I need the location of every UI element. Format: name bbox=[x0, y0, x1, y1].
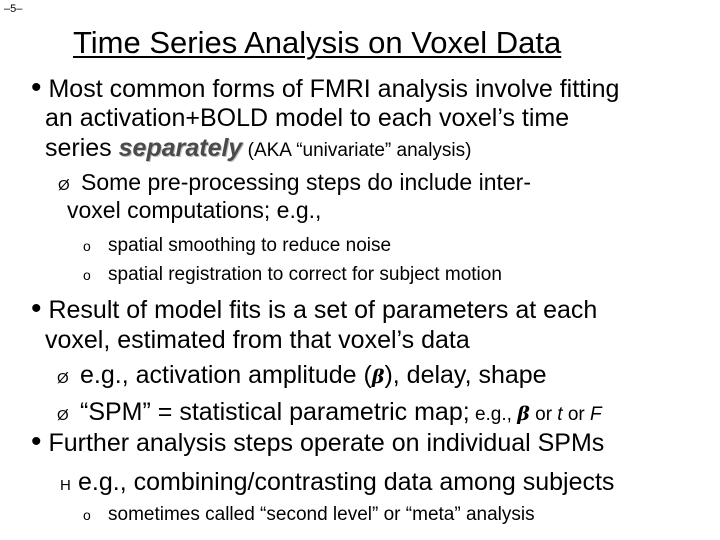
bullet-2-sub-2-eg: e.g., bbox=[469, 404, 518, 425]
bullet-marker: • bbox=[31, 71, 42, 104]
bullet-1-line-3-post: (AKA “univariate” analysis) bbox=[242, 140, 472, 161]
bullet-2-sub-1-post: ), delay, shape bbox=[384, 361, 547, 389]
circle-bullet-marker: o bbox=[83, 238, 91, 254]
bullet-1-subsub-2 bbox=[83, 263, 502, 287]
bullet-3-subsub-1 bbox=[83, 503, 535, 527]
bullet-marker: • bbox=[31, 292, 42, 325]
bullet-3-sub-1 bbox=[60, 467, 614, 501]
bullet-2-line-2: voxel, estimated from that voxel’s data bbox=[45, 326, 470, 354]
arrow-bullet-marker: Ø bbox=[57, 407, 69, 424]
bullet-2-sub-1-pre: e.g., activation amplitude ( bbox=[80, 361, 372, 389]
bullet-1-sub-1-line-2: voxel computations; e.g., bbox=[67, 197, 322, 223]
bullet-1 bbox=[31, 73, 619, 104]
beta-symbol: β bbox=[517, 403, 530, 425]
beta-symbol: β bbox=[371, 366, 385, 388]
emphasis-separately: separately bbox=[118, 134, 243, 162]
t-symbol: t bbox=[557, 404, 563, 425]
bullet-3-line-1: Further analysis steps operate on individual SPMs bbox=[48, 429, 605, 457]
bullet-2-sub-2-main: “SPM” = statistical parametric map; bbox=[80, 398, 470, 426]
bullet-3 bbox=[31, 427, 604, 458]
circle-bullet-marker: o bbox=[83, 507, 91, 523]
subsub-text: spatial smoothing to reduce noise bbox=[108, 235, 392, 256]
f-symbol: F bbox=[590, 404, 602, 425]
bullet-1-sub-1-line-1: Some pre-processing steps do include inter- bbox=[81, 169, 532, 195]
bullet-2-sub-2-or-1: or bbox=[529, 404, 558, 425]
arrow-bullet-marker: Ø bbox=[58, 177, 70, 194]
arrow-bullet-marker: Ø bbox=[57, 370, 69, 387]
bullet-marker: • bbox=[31, 425, 42, 458]
subsub-text: sometimes called “second level” or “meta” analysis bbox=[108, 504, 535, 525]
bullet-1-line-2: an activation+BOLD model to each voxel’s time bbox=[45, 104, 570, 132]
bullet-1-subsub-1 bbox=[83, 234, 391, 258]
bullet-2 bbox=[31, 294, 597, 325]
slide-title: Time Series Analysis on Voxel Data bbox=[73, 25, 562, 60]
circle-bullet-marker: o bbox=[83, 267, 91, 283]
bullet-1-line-3 bbox=[45, 133, 472, 166]
bullet-2-line-1: Result of model fits is a set of parameters at each bbox=[48, 296, 598, 324]
bullet-2-sub-2 bbox=[57, 397, 602, 431]
subsub-text: spatial registration to correct for subject motion bbox=[108, 264, 502, 285]
bullet-3-sub-1-text: e.g., combining/contrasting data among subjects bbox=[78, 468, 615, 496]
bullet-1-line-3-pre: series bbox=[45, 134, 119, 162]
h-bullet-marker: H bbox=[60, 477, 71, 494]
bullet-2-sub-1 bbox=[57, 360, 547, 394]
bullet-2-sub-2-or-2: or bbox=[562, 404, 591, 425]
bullet-1-line-1: Most common forms of FMRI analysis involve fitting bbox=[48, 75, 620, 103]
page-number: –5– bbox=[4, 3, 23, 15]
